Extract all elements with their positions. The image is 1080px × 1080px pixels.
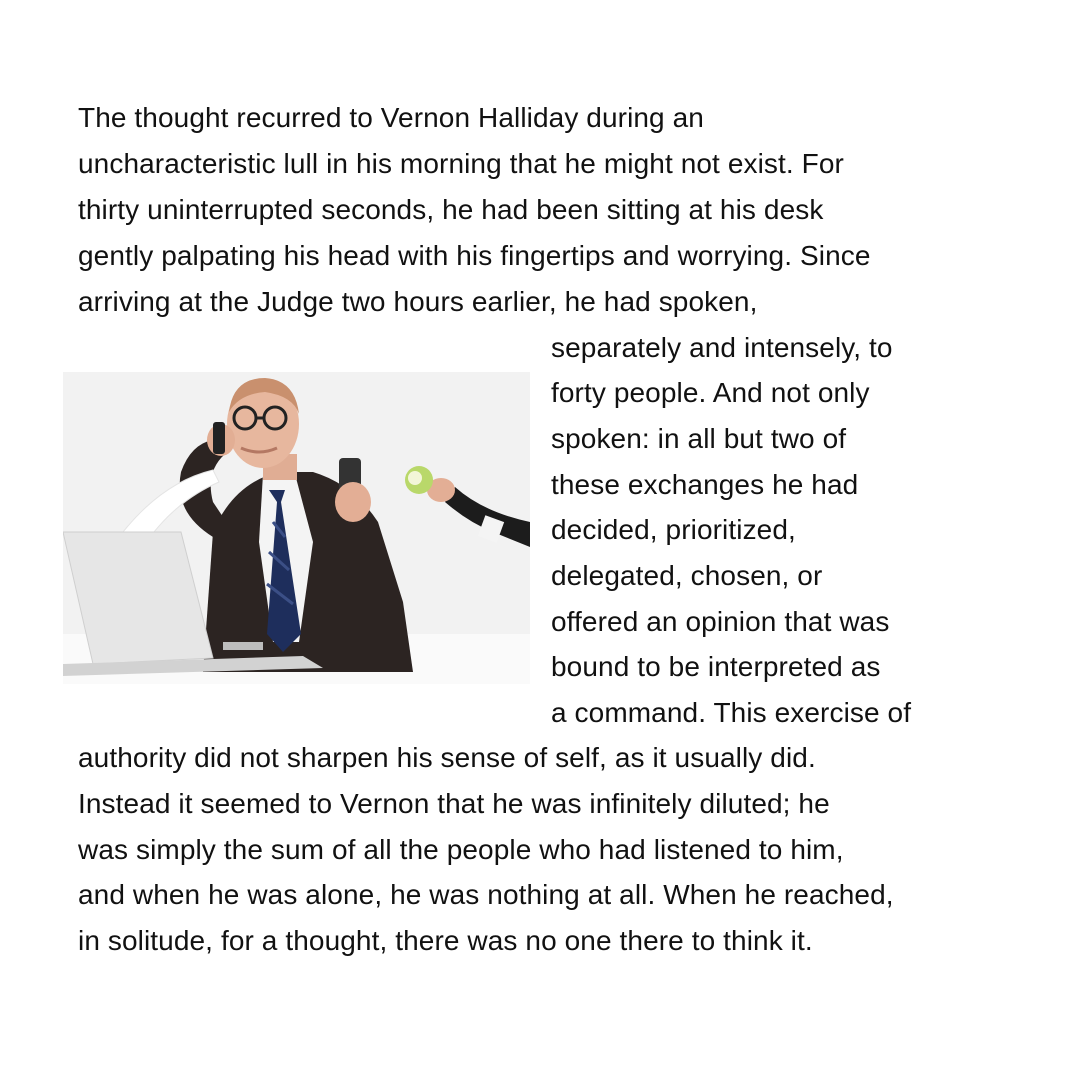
text-line: offered an opinion that was — [551, 606, 890, 637]
text-line: authority did not sharpen his sense of self, as it usually did. — [78, 742, 816, 773]
text-line: Instead it seemed to Vernon that he was infinitely diluted; he — [78, 788, 830, 819]
text-line: decided, prioritized, — [551, 514, 796, 545]
text-line: spoken: in all but two of — [551, 423, 847, 454]
text-line: and when he was alone, he was nothing at all. When he reached, — [78, 879, 894, 910]
text-line: was simply the sum of all the people who had listened to him, — [78, 834, 844, 865]
text-line: in solitude, for a thought, there was no one there to think it. — [78, 925, 813, 956]
text-line: uncharacteristic lull in his morning that he might not exist. For — [78, 148, 844, 179]
text-line: these exchanges he had — [551, 469, 859, 500]
text-line: arriving at the Judge two hours earlier, he had spoken, — [78, 286, 758, 317]
text-line: The thought recurred to Vernon Halliday during an — [78, 102, 704, 133]
text-line: forty people. And not only — [551, 377, 870, 408]
text-line: separately and intensely, to — [551, 332, 893, 363]
text-line: gently palpating his head with his fingertips and worrying. Since — [78, 240, 871, 271]
text-line: thirty uninterrupted seconds, he had been sitting at his desk — [78, 194, 824, 225]
text-line: a command. This exercise of — [551, 697, 912, 728]
text-line: bound to be interpreted as — [551, 651, 881, 682]
text-line: delegated, chosen, or — [551, 560, 823, 591]
businessman-photo — [63, 372, 530, 684]
